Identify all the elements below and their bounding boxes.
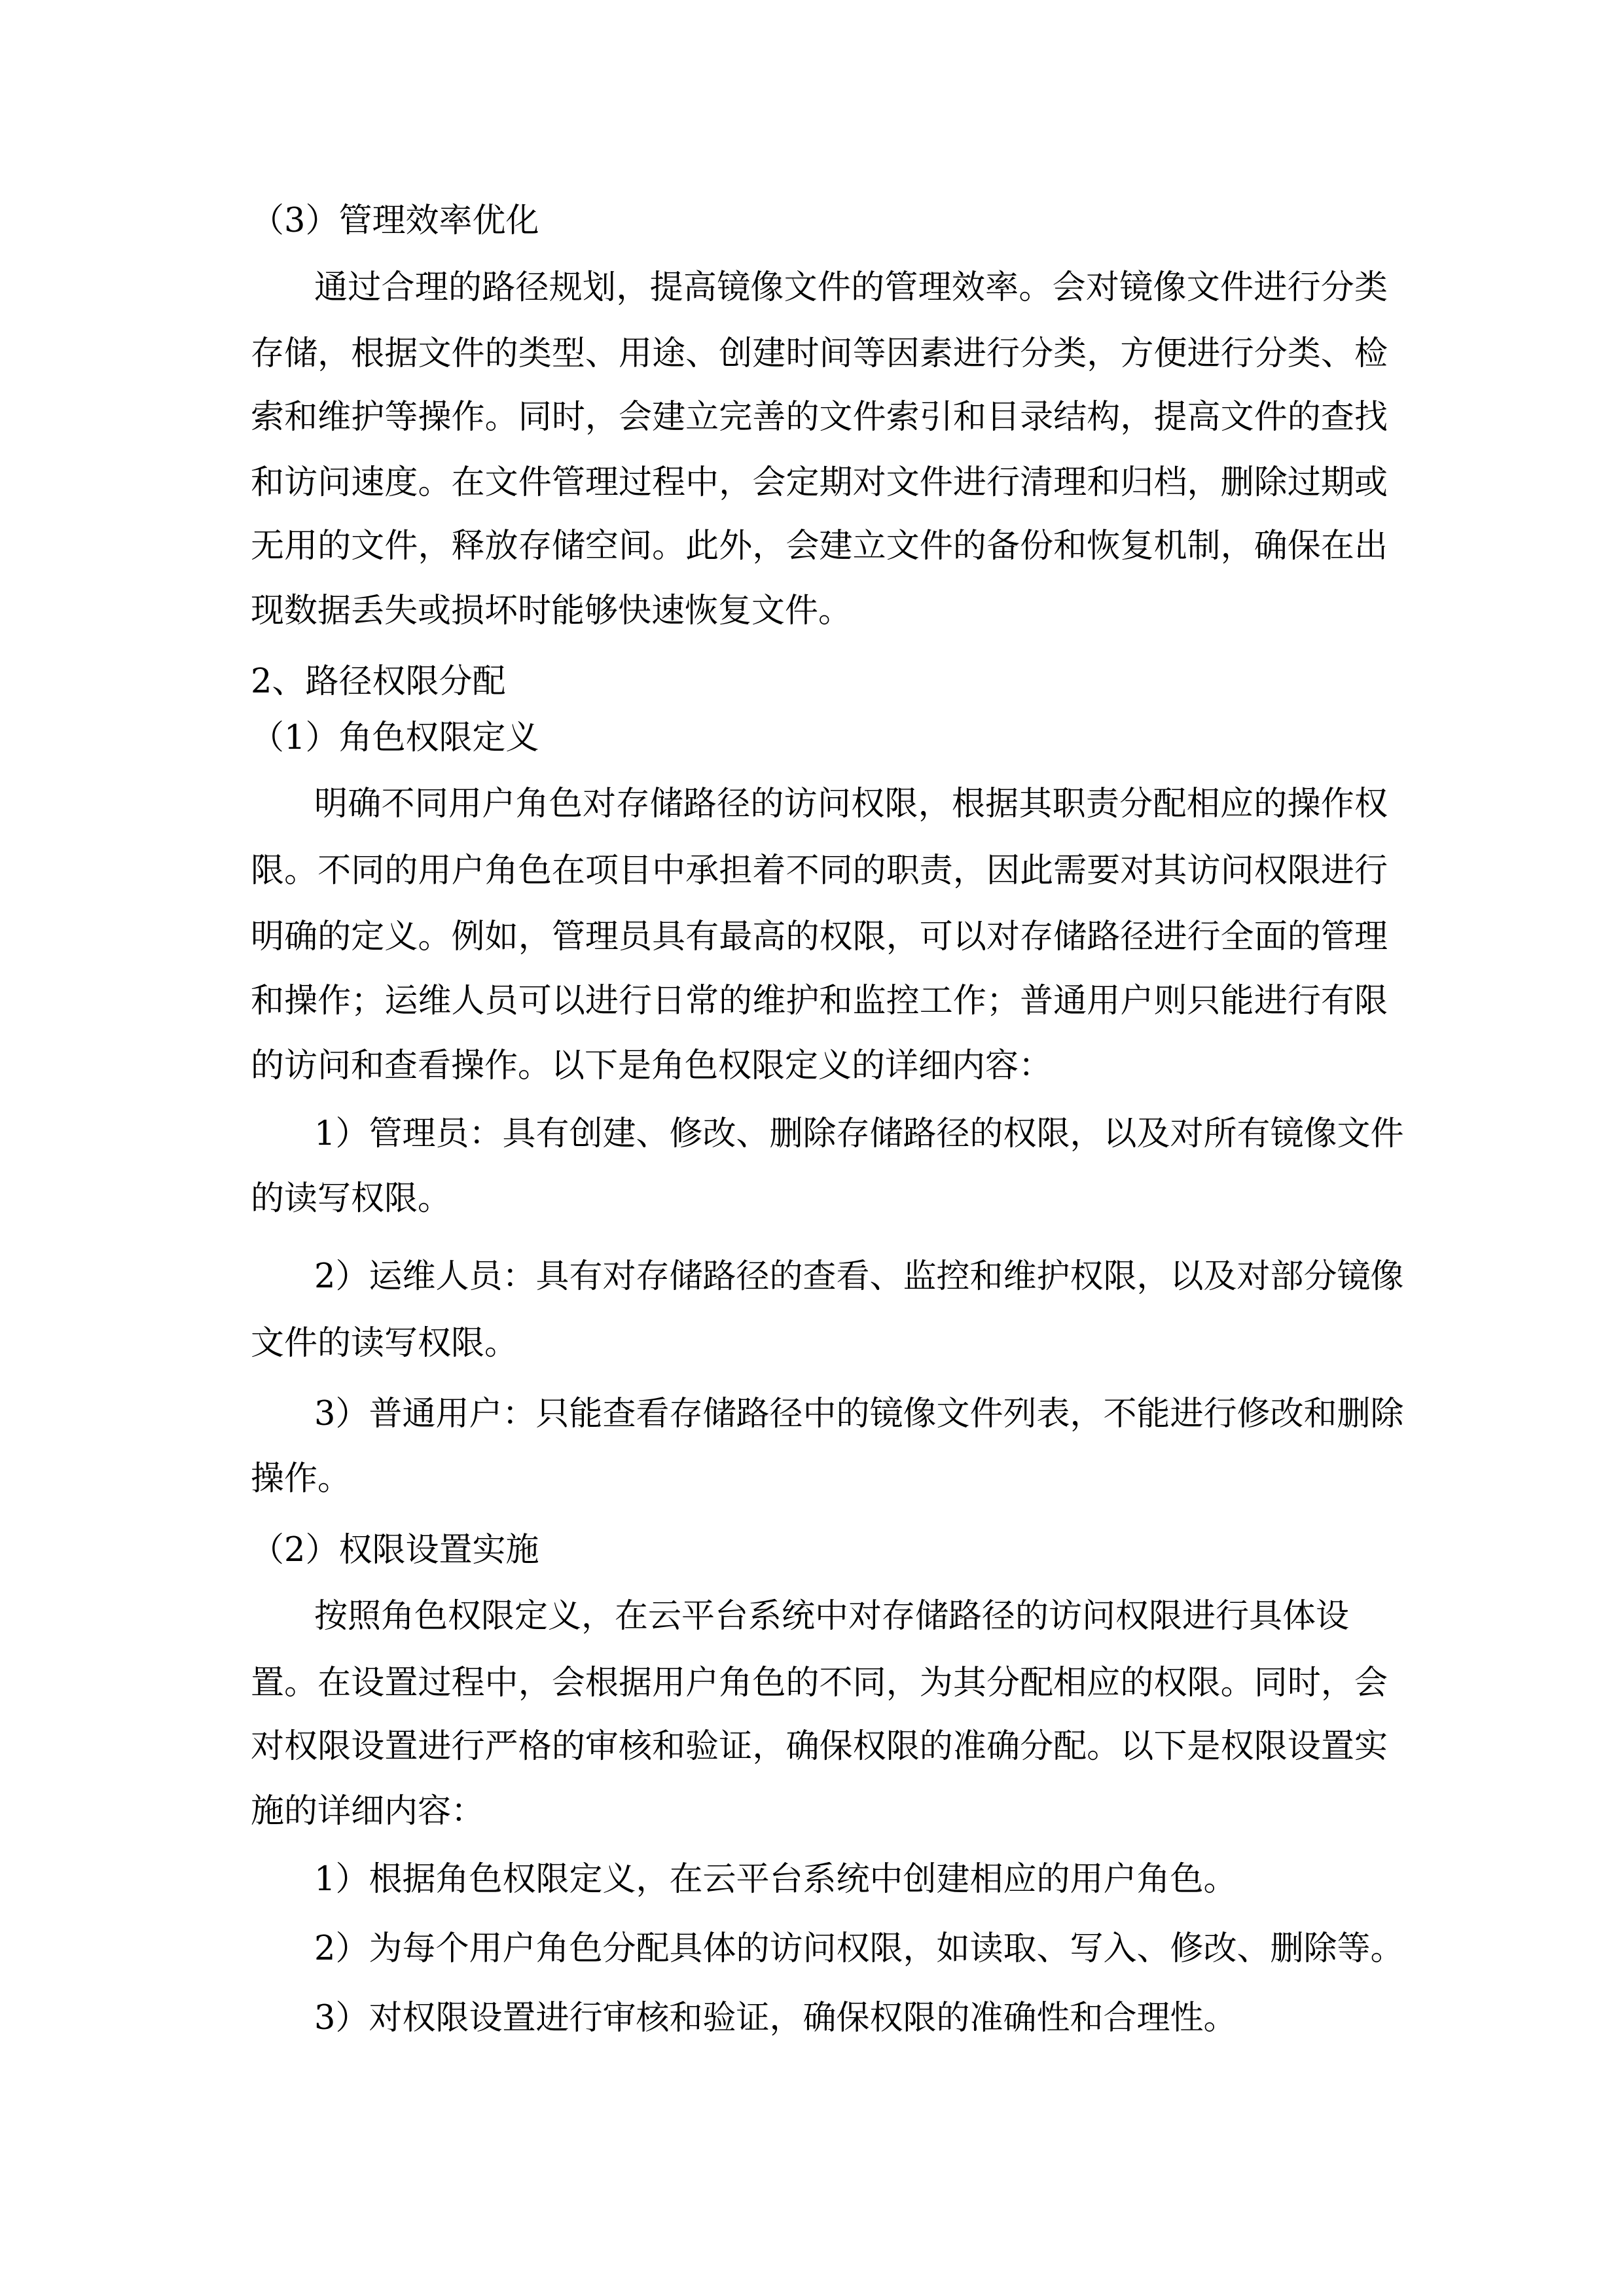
list-item: 2）为每个用户角色分配具体的访问权限，如读取、写入、修改、删除等。 bbox=[314, 1929, 1404, 1968]
text-line: 置。在设置过程中，会根据用户角色的不同，为其分配相应的权限。同时，会 bbox=[251, 1664, 1388, 1702]
text-line: 和访问速度。在文件管理过程中，会定期对文件进行清理和归档，删除过期或 bbox=[251, 463, 1388, 502]
text-line: 现数据丢失或损坏时能够快速恢复文件。 bbox=[251, 592, 852, 630]
text-line: 1）管理员：具有创建、修改、删除存储路径的权限，以及对所有镜像文件 bbox=[314, 1115, 1404, 1153]
list-item: 3）对权限设置进行审核和验证，确保权限的准确性和合理性。 bbox=[314, 1999, 1237, 2037]
text-line: 操作。 bbox=[251, 1460, 352, 1498]
text-line: 无用的文件，释放存储空间。此外，会建立文件的备份和恢复机制，确保在出 bbox=[251, 527, 1388, 565]
text-line: 文件的读写权限。 bbox=[251, 1324, 518, 1363]
text-line: 索和维护等操作。同时，会建立完善的文件索引和目录结构，提高文件的查找 bbox=[251, 398, 1388, 437]
text-line: 通过合理的路径规划，提高镜像文件的管理效率。会对镜像文件进行分类 bbox=[314, 268, 1388, 307]
text-line: 2）运维人员：具有对存储路径的查看、监控和维护权限，以及对部分镜像 bbox=[314, 1257, 1404, 1296]
text-line: 和操作；运维人员可以进行日常的维护和监控工作；普通用户则只能进行有限 bbox=[251, 982, 1388, 1020]
text-line: 施的详细内容： bbox=[251, 1792, 485, 1831]
section-heading: 2、路径权限分配 bbox=[251, 662, 506, 701]
subsection-heading: （1）角色权限定义 bbox=[251, 719, 539, 757]
text-line: 存储，根据文件的类型、用途、创建时间等因素进行分类，方便进行分类、检 bbox=[251, 334, 1388, 373]
section-heading: （3）管理效率优化 bbox=[251, 202, 539, 240]
text-line: 的读写权限。 bbox=[251, 1179, 452, 1218]
text-line: 对权限设置进行严格的审核和验证，确保权限的准确分配。以下是权限设置实 bbox=[251, 1727, 1388, 1766]
list-item: 1）根据角色权限定义，在云平台系统中创建相应的用户角色。 bbox=[314, 1860, 1237, 1899]
text-line: 3）普通用户：只能查看存储路径中的镜像文件列表，不能进行修改和删除 bbox=[314, 1395, 1404, 1433]
text-line: 的访问和查看操作。以下是角色权限定义的详细内容： bbox=[251, 1047, 1053, 1085]
text-line: 明确的定义。例如，管理员具有最高的权限，可以对存储路径进行全面的管理 bbox=[251, 918, 1388, 956]
text-line: 明确不同用户角色对存储路径的访问权限，根据其职责分配相应的操作权 bbox=[314, 785, 1388, 823]
subsection-heading: （2）权限设置实施 bbox=[251, 1531, 539, 1570]
text-line: 限。不同的用户角色在项目中承担着不同的职责，因此需要对其访问权限进行 bbox=[251, 852, 1388, 890]
text-line: 按照角色权限定义，在云平台系统中对存储路径的访问权限进行具体设 bbox=[314, 1597, 1350, 1636]
